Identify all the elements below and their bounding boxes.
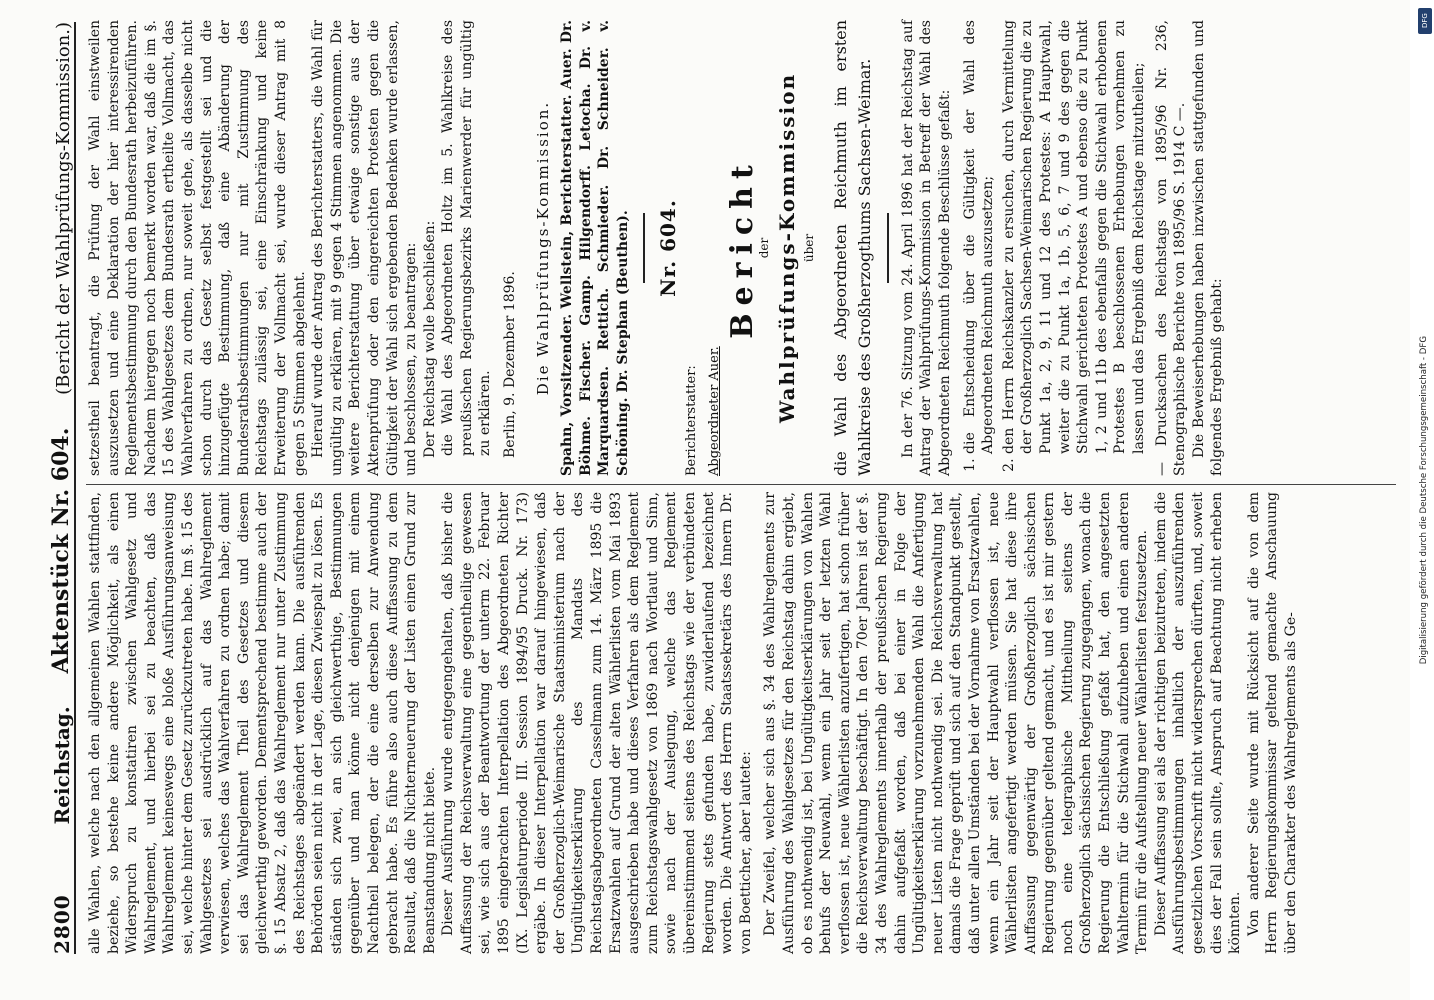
dfg-badge: DFG bbox=[1418, 8, 1432, 34]
commission-heading: Wahlprüfungs-Kommission bbox=[774, 72, 799, 424]
heading-der: der bbox=[757, 237, 771, 259]
running-header bbox=[40, 22, 76, 954]
paragraph: Die Beweiserhebungen haben inzwischen stattgefunden und folgendes Ergebniß gehabt: bbox=[1190, 20, 1226, 476]
motion-label: Der Reichstag wolle beschließen: bbox=[421, 220, 438, 458]
paragraph: alle Wahlen, welche nach den allgemeinen Wahlen stattfinden, beziehe, so bestehe keine andere Möglichkeit, als einen Widerspruch zu konstatiren zwischen Wahlgesetz und Wahlreglement, und hierbei sei zu beachten, daß das Wahlreglement keineswegs eine bloße Ausführungsanweisung sei, welche hinter dem Gesetz zurückzutreten habe. Im §. 15 des Wahlgesetzes sei ausdrücklich auf das Wahlreglement verwiesen, welches das Wahlverfahren zu ordnen habe; damit sei das Wahlreglement Theil des Gesetzes und diesem gleichwerthig geworden. Dementsprechend bestimme auch der §. 15 Absatz 2, daß das Wahlreglement nur unter Zustimmung des Reichstages abgeändert werden kann. Die ausführenden Behörden seien nicht in der Lage, diesen Zwiespalt zu lösen. Es ständen sich zwei, an sich gleichwerthige, Bestimmungen gegenüber und man könne nicht denjenigen mit einem Nachtheil belegen, der die eine derselben zur Anwendung gebracht habe. Es führe also auch diese Auffassung zu dem Resultat, daß die Nichterneuerung der Listen einen Grund zur Beanstandung nicht biete. bbox=[87, 492, 438, 954]
footnote-reference: — Drucksachen des Reichstags von 1895/96 Nr. 236, Stenographische Berichte von 1895/96 S. 1914 C —. bbox=[1153, 20, 1189, 476]
separator-rule bbox=[643, 213, 645, 283]
report-heading: Bericht bbox=[725, 157, 761, 339]
commission-signature-title: Die Wahlprüfungs-Kommission. bbox=[533, 100, 552, 396]
motion-text: die Wahl des Abgeordneten Holtz im 5. Wahlkreise des preußischen Regierungsbezirks Marienwerder für ungültig zu erklären. bbox=[440, 20, 494, 456]
left-column bbox=[86, 492, 1301, 954]
paragraph: setzestheil beantragt, die Prüfung der Wahl einstweilen auszusetzen und eine Deklaration der hier interessirenden Reglementsbestimmung durch den Bundesrath herbeizuführen. Nachdem hiergegen noch bemerkt worden war, daß die im §. 15 des Wahlgesetzes dem Bundesrath ertheilte Vollmacht, das Wahlverfahren zu ordnen, nur soweit gehe, als dasselbe nicht schon durch das Gesetz selbst festgestellt sei und die hinzugefügte Bestimmung, daß eine Abänderung der Bundesrathsbestimmungen nur mit Zustimmung des Reichstags zulässig sei, eine Einschränkung und keine Erweiterung der Vollmacht sei, wurde dieser Antrag mit 8 gegen 5 Stimmen abgelehnt. bbox=[87, 20, 308, 476]
paragraph: Hierauf wurde der Antrag des Berichterstatters, die Wahl für ungültig zu erklären, mit 9 gegen 4 Stimmen angenommen. Die weitere Berichterstattung über etwaige sonstige aus der Aktenprüfung oder den eingereichten Protesten gegen die Gültigkeit der Wahl sich ergebenden Bedenken wurde erlassen, und beschlossen, zu beantragen: bbox=[310, 20, 420, 476]
report-subject: die Wahl des Abgeordneten Reichmuth im ersten Wahlkreise des Großherzogthums Sachsen-Weimar. bbox=[830, 20, 874, 476]
right-column bbox=[86, 20, 1227, 476]
header-reichstag: Reichstag. bbox=[50, 706, 74, 825]
document-number: Nr. 604. bbox=[655, 199, 680, 297]
header-report-title: (Bericht der Wahlprüfungs-Kommission.) bbox=[53, 22, 74, 395]
decision-list bbox=[961, 20, 1149, 454]
digitization-note bbox=[1414, 0, 1434, 1000]
digitization-note-text: Digitalisierung gefördert durch die Deutsche Forschungsgemeinschaft - DFG bbox=[1419, 335, 1429, 665]
separator-rule bbox=[887, 213, 889, 283]
date-line: Berlin, 9. Dezember 1896. bbox=[502, 271, 519, 458]
paragraph: In der 76. Sitzung vom 24. April 1896 hat der Reichstag auf Antrag der Wahlprüfungs-Kommission in Betreff der Wahl des Abgeordneten Reichmuth folgende Beschlüsse gefaßt: bbox=[899, 20, 953, 476]
reporter-name: Abgeordneter Auer. bbox=[706, 346, 722, 476]
column-divider bbox=[86, 484, 1396, 485]
heading-ueber: über bbox=[802, 233, 817, 263]
decision-item: 2. den Herrn Reichskanzler zu ersuchen, durch Vermittelung der Großherzoglich Sachsen-Weimarischen Regierung die zu Punkt 1a, 2, 9, 11 und 12 des Protestes: A Hauptwahl, weiter die zu Punkt 1a, 1b, 5, 6, 7 und 9 des gegen die Stichwahl gerichteten Protestes A und ebenso die zu Punkt 1, 2 und 11b des ebenfalls gegen die Stichwahl erhobenen Protestes B beschlossenen Erhebungen vornehmen zu lassen und das Ergebniß dem Reichstage mitzutheilen; bbox=[1000, 20, 1149, 454]
paragraph: Dieser Ausführung wurde entgegengehalten, daß bisher die Auffassung der Reichsverwaltung eine gegentheilige gewesen sei, wie sich aus der Beantwortung der unterm 22. Februar 1895 eingebrachten Interpellation des Abgeordneten Richter (IX. Legislaturperiode III. Session 1894/95 Druck. Nr. 173) ergäbe. In dieser Interpellation war darauf hingewiesen, daß der Großherzoglich-Weimarische Staatsministerium nach der Ungültigkeitserklärung des Mandats des Reichstagsabgeordneten Casselmann zum 14. März 1895 die Ersatzwahlen auf Grund der alten Wählerlisten vom Mai 1893 ausgeschrieben habe und dieses Verfahren als dem Reglement zum Reichstagswahlgesetz von 1869 nach Wortlaut und Sinn, sowie nach der Auslegung, welche das Reglement übereinstimmend seitens des Reichstags wie der verbündeten Regierung stets gefunden habe, zuwiderlaufend bezeichnet worden. Die Antwort des Herrn Staatssekretärs des Innern Dr. von Boetticher, aber lautete: bbox=[440, 492, 754, 954]
paragraph: Von anderer Seite wurde mit Rücksicht auf die von dem Herrn Regierungskommissar geltend gemachte Anschauung über den Charakter des Wahlreglements als Ge- bbox=[1245, 492, 1299, 954]
quoted-answer: Der Zweifel, welcher sich aus §. 34 des Wahlreglements zur Ausführung des Wahlgesetzes für den Reichstag dahin ergiebt, ob es nothwendig ist, bei Ungültigkeitserklärungen von Wahlen behufs der Neuwahl, wenn ein Jahr seit der letzten Wahl verflossen ist, neue Wählerlisten anzufertigen, hat schon früher die Reichsverwaltung beschäftigt. In den 70er Jahren ist der §. 34 des Wahlreglements innerhalb der preußischen Regierung dahin aufgefaßt worden, daß bei einer in Folge der Ungültigkeitserklärung vorzunehmenden Wahl die Anfertigung neuer Listen nicht nothwendig sei. Die Reichsverwaltung hat damals die Frage geprüft und sich auf den Standpunkt gestellt, daß unter allen Umständen bei der Vornahme von Ersatzwahlen, wenn ein Jahr seit der Hauptwahl verflossen ist, neue Wählerlisten angefertigt werden müssen. Sie hat diese ihre Auffassung gegenwärtig der Großherzoglich sächsischen Regierung gegenüber geltend gemacht, und es ist mir gestern noch eine telegraphische Mittheilung seitens der Großherzoglich sächsischen Regierung zugegangen, wonach die Regierung die Entschließung gefaßt hat, den angesetzten Wahltermin für die Stichwahl aufzuheben und einen anderen Termin für die Aufstellung neuer Wählerlisten festzusetzen. bbox=[762, 492, 1151, 954]
paragraph: Dieser Auffassung sei als der richtigen beizutreten, indem die Ausführungsbestimmungen inhaltlich der auszuführenden gesetzlichen Vorschrift nicht widersprechen dürften, und, soweit dies der Fall sein sollte, Anspruch auf Beachtung nicht erheben könnten. bbox=[1152, 492, 1244, 954]
commission-members: Spahn, Vorsitzender. Wellstein, Berichterstatter. Auer. Dr. Böhme. Fischer. Gamp. Hilgendorff. Letocha. Dr. v. Marquardsen. Rettich. Schmieder. Dr. Schneider. v. Schöning. Dr. Stephan (Beuthen). bbox=[559, 20, 632, 476]
header-document-number: Aktenstück Nr. 604. bbox=[48, 427, 74, 674]
decision-item: 1. die Entscheidung über die Gültigkeit der Wahl des Abgeordneten Reichmuth auszusetzen; bbox=[961, 20, 998, 454]
reporter-label: Berichterstatter: bbox=[684, 365, 700, 476]
page-number: 2800 bbox=[50, 894, 74, 954]
